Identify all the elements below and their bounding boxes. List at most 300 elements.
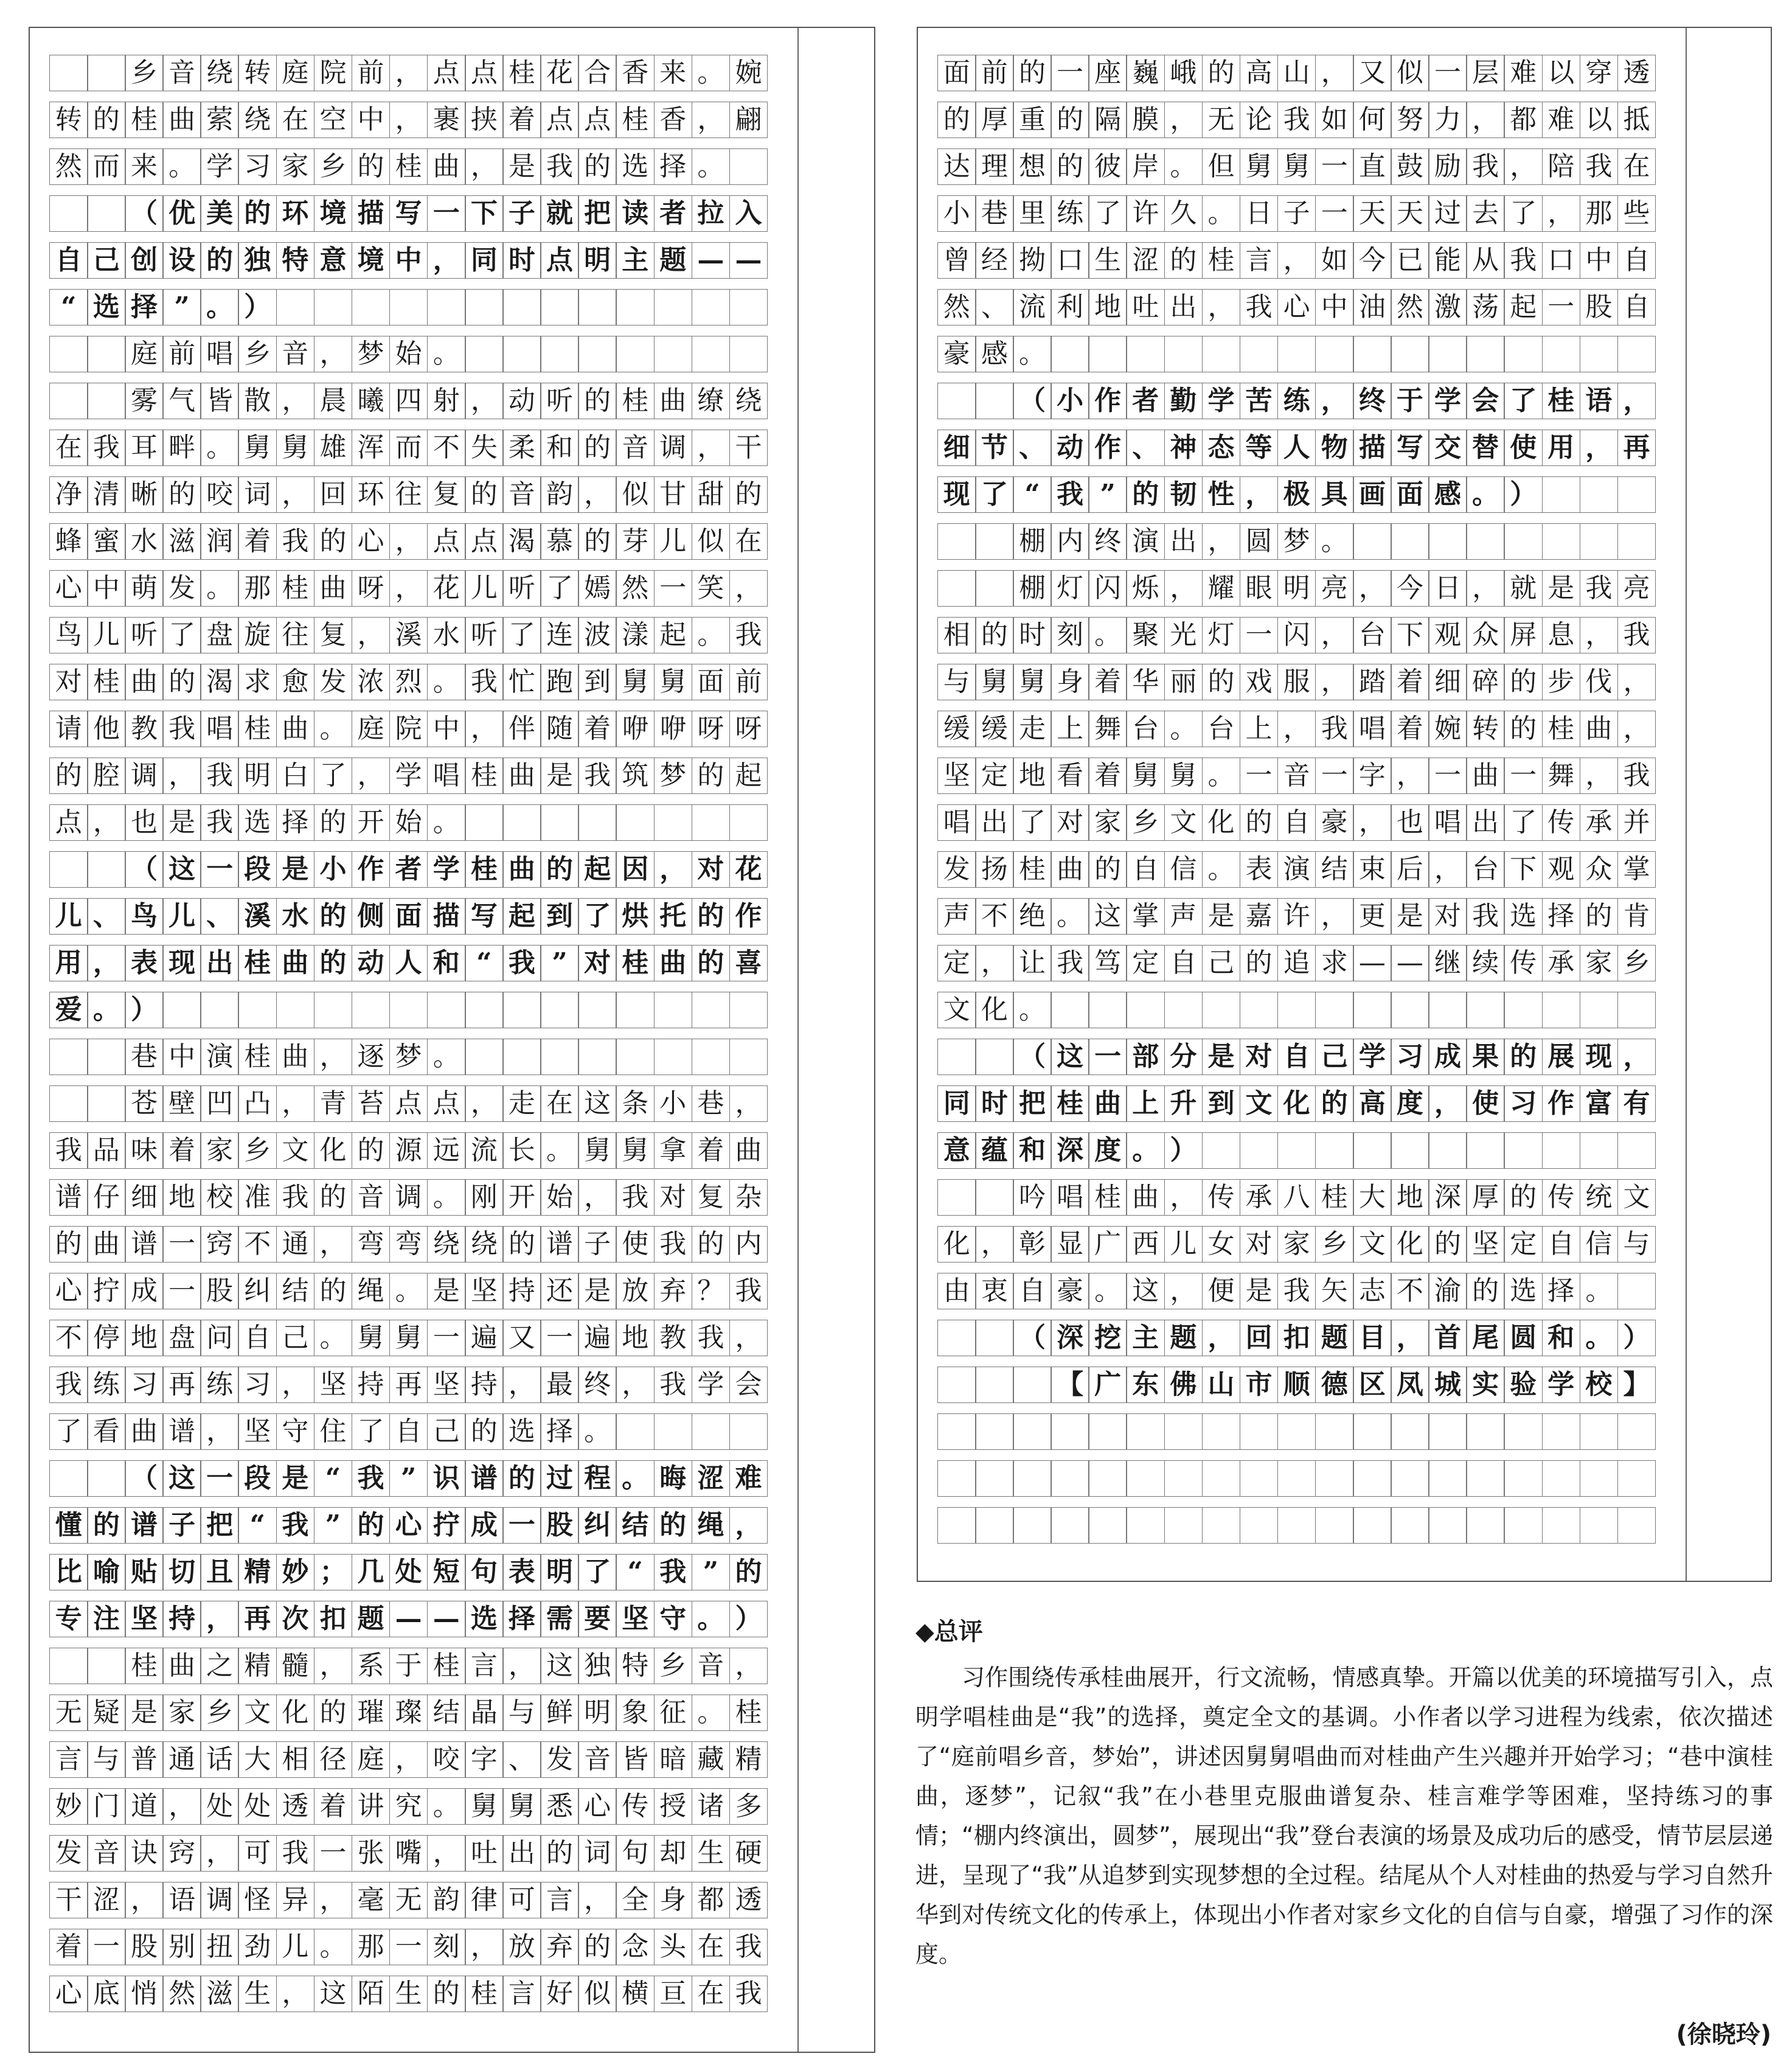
grid-cell: 动 [1051, 430, 1089, 466]
grid-cell: 出 [1466, 804, 1505, 841]
grid-cell: 起 [502, 898, 541, 935]
grid-cell: 深 [1051, 1132, 1089, 1169]
grid-cell: 一 [1504, 758, 1543, 794]
grid-cell: 的 [314, 523, 353, 560]
grid-cell: 中 [1315, 289, 1354, 326]
grid-row [49, 1226, 768, 1263]
grid-cell: — [1353, 945, 1392, 981]
grid-cell: 鸟 [49, 617, 88, 653]
grid-cell: 笑 [692, 570, 731, 607]
grid-cell: 终 [578, 1367, 617, 1403]
grid-cell: 的 [314, 1273, 353, 1309]
grid-cell: 横 [616, 1976, 655, 2012]
grid-cell: 的 [578, 148, 617, 185]
grid-cell: 择 [654, 148, 693, 185]
grid-cell: ” [314, 1507, 353, 1544]
grid-cell: 同 [937, 1085, 976, 1122]
grid-cell: 我 [276, 523, 315, 560]
grid-cell [729, 1413, 768, 1450]
grid-cell: 演 [1126, 523, 1165, 560]
grid-cell: 妙 [276, 1554, 315, 1590]
grid-cell [1202, 1460, 1241, 1497]
grid-cell: 在 [692, 1929, 731, 1965]
grid-cell: ） [125, 992, 164, 1028]
grid-cell: 理 [975, 148, 1014, 185]
grid-cell: 话 [200, 1741, 239, 1778]
grid-cell: 舞 [1088, 711, 1127, 747]
grid-cell: 。 [1580, 1320, 1619, 1356]
grid-cell: 时 [1013, 617, 1052, 653]
grid-cell: 大 [238, 1741, 277, 1778]
grid-cell: 起 [1504, 289, 1543, 326]
grid-cell: 一 [1542, 289, 1581, 326]
grid-row [49, 1788, 768, 1825]
grid-cell: 的 [692, 898, 731, 935]
grid-cell [87, 851, 126, 888]
grid-cell: 挟 [465, 102, 504, 138]
grid-cell: 矢 [1315, 1273, 1354, 1309]
grid-cell: 掌 [1126, 898, 1165, 935]
grid-cell: 桂 [465, 851, 504, 888]
grid-cell: ” [692, 1554, 731, 1590]
grid-cell: 。 [692, 148, 731, 185]
grid-cell: 会 [1466, 383, 1505, 419]
grid-row [937, 383, 1656, 419]
grid-cell: 发 [162, 570, 201, 607]
grid-cell [975, 1179, 1014, 1216]
grid-cell: 有 [1617, 1085, 1656, 1122]
grid-cell: 等 [1240, 430, 1279, 466]
grid-cell [1088, 992, 1127, 1028]
grid-cell: 纠 [238, 1273, 277, 1309]
grid-cell: 悄 [125, 1976, 164, 2012]
grid-cell: 曲 [1126, 1179, 1165, 1216]
grid-cell: 与 [937, 664, 976, 700]
grid-cell: 志 [1353, 1273, 1392, 1309]
grid-cell: 的 [1504, 1039, 1543, 1075]
grid-cell: （ [1013, 1039, 1052, 1075]
grid-cell: 往 [389, 476, 428, 513]
grid-cell [1240, 1507, 1279, 1544]
grid-cell: 乡 [238, 336, 277, 372]
grid-cell: 词 [578, 1835, 617, 1872]
grid-cell: 的 [49, 1226, 88, 1263]
grid-cell: 难 [1542, 102, 1581, 138]
grid-row [49, 617, 768, 653]
grid-cell [1466, 1460, 1505, 1497]
grid-cell: 我 [729, 1976, 768, 2012]
grid-cell: 花 [427, 570, 466, 607]
grid-cell: 藏 [692, 1741, 731, 1778]
grid-cell: 裹 [427, 102, 466, 138]
left-writing-grid [49, 55, 768, 2022]
grid-cell [1466, 1507, 1505, 1544]
grid-cell: 上 [1240, 711, 1279, 747]
grid-cell [465, 289, 504, 326]
grid-cell [937, 1367, 976, 1403]
grid-cell: 开 [502, 1179, 541, 1216]
grid-cell: 璨 [389, 1695, 428, 1731]
grid-row [49, 1648, 768, 1684]
grid-cell: ， [314, 1882, 353, 1918]
grid-cell: 再 [162, 1367, 201, 1403]
grid-cell: 涩 [692, 1460, 731, 1497]
grid-cell: — [692, 242, 731, 279]
grid-cell: 桂 [729, 1695, 768, 1731]
grid-row [49, 1976, 768, 2012]
grid-cell: 气 [162, 383, 201, 419]
grid-cell: 曲 [276, 711, 315, 747]
grid-cell: 散 [238, 383, 277, 419]
grid-row [937, 1132, 1656, 1169]
grid-cell: 。 [87, 992, 126, 1028]
grid-cell: 这 [540, 1648, 579, 1684]
grid-cell: 是 [502, 148, 541, 185]
grid-cell: 达 [937, 148, 976, 185]
grid-cell: 我 [1051, 945, 1089, 981]
grid-cell: 不 [238, 1226, 277, 1263]
grid-cell: 庭 [352, 711, 391, 747]
grid-cell: 桂 [427, 1648, 466, 1684]
grid-cell: 舅 [352, 1320, 391, 1356]
grid-cell: ， [389, 523, 428, 560]
grid-cell: 都 [692, 1882, 731, 1918]
grid-cell: ， [1580, 758, 1619, 794]
grid-cell: ， [465, 148, 504, 185]
grid-cell: 吟 [1013, 1179, 1052, 1216]
grid-cell [729, 992, 768, 1028]
grid-cell: 是 [125, 1695, 164, 1731]
grid-cell: ， [1202, 289, 1241, 326]
grid-cell [616, 992, 655, 1028]
grid-cell: 回 [1240, 1320, 1279, 1356]
grid-cell: 绝 [1013, 898, 1052, 935]
grid-cell: 选 [502, 1413, 541, 1450]
grid-cell: 征 [654, 1695, 693, 1731]
grid-cell: 舅 [654, 664, 693, 700]
grid-cell: 桂 [1542, 711, 1581, 747]
grid-cell: ， [502, 1648, 541, 1684]
grid-cell: 何 [1353, 102, 1392, 138]
grid-cell: 儿 [465, 570, 504, 607]
grid-cell: 起 [654, 617, 693, 653]
grid-cell: 转 [49, 102, 88, 138]
grid-cell: 出 [1164, 523, 1203, 560]
grid-cell: 识 [427, 1460, 466, 1497]
grid-cell [616, 1413, 655, 1450]
grid-cell: 的 [540, 1835, 579, 1872]
grid-cell: 浓 [352, 664, 391, 700]
grid-cell: 音 [352, 1179, 391, 1216]
grid-cell: 仔 [87, 1179, 126, 1216]
grid-cell: 我 [1277, 102, 1316, 138]
grid-cell [975, 1039, 1014, 1075]
grid-cell: 丽 [1164, 664, 1203, 700]
grid-cell: 校 [200, 1179, 239, 1216]
grid-cell: 极 [1277, 476, 1316, 513]
grid-cell [1504, 1132, 1543, 1169]
grid-cell: 激 [1428, 289, 1467, 326]
grid-cell: 桂 [1315, 1179, 1354, 1216]
grid-cell: 股 [540, 1507, 579, 1544]
grid-cell: 但 [1202, 148, 1241, 185]
grid-cell: 复 [692, 1179, 731, 1216]
grid-cell: 的 [200, 242, 239, 279]
grid-cell: 言 [49, 1741, 88, 1778]
grid-cell [1428, 992, 1467, 1028]
grid-cell [1051, 1460, 1089, 1497]
grid-cell: 圆 [1504, 1320, 1543, 1356]
grid-cell: 看 [1051, 758, 1089, 794]
grid-cell: 明 [540, 1554, 579, 1590]
grid-cell: ， [1315, 617, 1354, 653]
grid-cell: 家 [1580, 945, 1619, 981]
grid-cell: 乡 [238, 1132, 277, 1169]
grid-cell: 走 [502, 1085, 541, 1122]
grid-cell: 把 [578, 195, 617, 232]
grid-cell: 。 [1051, 898, 1089, 935]
grid-cell: 。 [1013, 336, 1052, 372]
grid-cell: 点 [389, 1085, 428, 1122]
grid-cell [1580, 476, 1619, 513]
grid-cell: 缓 [937, 711, 976, 747]
grid-cell: 环 [352, 476, 391, 513]
grid-cell: 盘 [162, 1320, 201, 1356]
grid-cell: 射 [427, 383, 466, 419]
grid-cell [616, 1039, 655, 1075]
grid-cell: 小 [654, 1085, 693, 1122]
grid-cell: 韵 [540, 476, 579, 513]
grid-cell: 在 [49, 430, 88, 466]
grid-cell: 天 [1391, 195, 1429, 232]
grid-cell: ， [1617, 711, 1656, 747]
grid-cell: 门 [87, 1788, 126, 1825]
grid-cell: 细 [937, 430, 976, 466]
grid-cell: ， [1315, 664, 1354, 700]
grid-cell: 比 [49, 1554, 88, 1590]
grid-cell [314, 992, 353, 1028]
grid-cell: ， [502, 1367, 541, 1403]
grid-cell: 我 [1466, 898, 1505, 935]
grid-cell: 自 [238, 1320, 277, 1356]
grid-cell [1315, 992, 1354, 1028]
grid-cell: 曲 [1088, 1085, 1127, 1122]
grid-cell [200, 992, 239, 1028]
grid-cell: 庭 [352, 1741, 391, 1778]
grid-cell: 舅 [502, 1788, 541, 1825]
grid-cell: 守 [276, 1413, 315, 1450]
grid-cell: 蕴 [975, 1132, 1014, 1169]
grid-cell: 地 [1391, 1179, 1429, 1216]
grid-cell [1353, 1132, 1392, 1169]
grid-cell: 言 [465, 1648, 504, 1684]
grid-cell: 香 [616, 55, 655, 91]
grid-cell [1617, 1273, 1656, 1309]
grid-cell: 终 [1353, 383, 1392, 419]
grid-cell: 舅 [1126, 758, 1165, 794]
grid-cell: 儿 [1164, 1226, 1203, 1263]
grid-cell: 传 [1504, 945, 1543, 981]
grid-cell: 乡 [1126, 804, 1165, 841]
grid-cell: 交 [1428, 430, 1467, 466]
grid-cell: 坚 [238, 1413, 277, 1450]
grid-cell: 筑 [616, 758, 655, 794]
grid-cell: 我 [729, 1929, 768, 1965]
grid-cell: 的 [1504, 1179, 1543, 1216]
grid-cell: 都 [1504, 102, 1543, 138]
grid-cell: 的 [1428, 1226, 1467, 1263]
grid-row [49, 383, 768, 419]
grid-cell: ， [465, 711, 504, 747]
grid-cell: 似 [692, 523, 731, 560]
grid-cell: 晰 [125, 476, 164, 513]
grid-cell: ， [276, 1085, 315, 1122]
grid-cell: 明 [578, 242, 617, 279]
grid-row [937, 1085, 1656, 1122]
grid-cell: 生 [1088, 242, 1127, 279]
grid-cell: 许 [1126, 195, 1165, 232]
grid-cell: 就 [1504, 570, 1543, 607]
grid-cell: 果 [1466, 1039, 1505, 1075]
grid-cell: 写 [465, 898, 504, 935]
grid-cell [1277, 1132, 1316, 1169]
grid-cell: 妙 [49, 1788, 88, 1825]
grid-cell: 下 [1391, 617, 1429, 653]
grid-cell: 的 [1164, 242, 1203, 279]
grid-cell: “ [238, 1507, 277, 1544]
grid-cell: 切 [162, 1554, 201, 1590]
grid-cell [1202, 336, 1241, 372]
grid-cell: 彰 [1013, 1226, 1052, 1263]
grid-cell [87, 1648, 126, 1684]
grid-cell [1164, 1507, 1203, 1544]
grid-row [49, 1835, 768, 1872]
grid-cell: 境 [314, 195, 353, 232]
grid-cell: 子 [1277, 195, 1316, 232]
grid-cell: 白 [276, 758, 315, 794]
grid-cell [1164, 992, 1203, 1028]
grid-cell [1542, 476, 1581, 513]
grid-cell: 了 [578, 898, 617, 935]
grid-cell: ， [1164, 1273, 1203, 1309]
grid-cell: 儿 [162, 898, 201, 935]
grid-cell: ， [1164, 1179, 1203, 1216]
grid-cell [49, 1039, 88, 1075]
grid-cell: 的 [692, 758, 731, 794]
grid-cell [1277, 1413, 1316, 1450]
grid-cell: 。 [578, 1413, 617, 1450]
grid-cell: “ [616, 1554, 655, 1590]
grid-cell: 语 [1580, 383, 1619, 419]
grid-cell [1617, 992, 1656, 1028]
grid-cell [1240, 336, 1279, 372]
grid-cell: 选 [238, 804, 277, 841]
grid-cell: 听 [125, 617, 164, 653]
grid-cell [937, 1179, 976, 1216]
grid-cell: 豪 [1315, 804, 1354, 841]
grid-cell: 出 [200, 945, 239, 981]
grid-cell: 传 [616, 1788, 655, 1825]
grid-cell: — [729, 242, 768, 279]
grid-cell: 目 [1353, 1320, 1392, 1356]
grid-cell [1504, 1460, 1543, 1497]
grid-cell: 别 [162, 1929, 201, 1965]
grid-cell: 内 [729, 1226, 768, 1263]
grid-row [49, 1413, 768, 1450]
grid-cell: 段 [238, 1460, 277, 1497]
grid-cell: 自 [1013, 1273, 1052, 1309]
grid-cell: ， [352, 758, 391, 794]
grid-cell: 停 [87, 1320, 126, 1356]
grid-cell: 。 [1466, 476, 1505, 513]
grid-cell: 要 [578, 1601, 617, 1637]
grid-cell [1126, 992, 1165, 1028]
grid-cell: 亘 [654, 1976, 693, 2012]
grid-cell [1164, 1413, 1203, 1450]
grid-cell: ， [200, 1835, 239, 1872]
grid-cell: 透 [1617, 55, 1656, 91]
grid-cell: ， [1391, 1320, 1429, 1356]
grid-cell: 息 [1542, 617, 1581, 653]
grid-cell [465, 1039, 504, 1075]
grid-cell: 圆 [1240, 523, 1279, 560]
grid-cell: 复 [427, 476, 466, 513]
grid-cell: 我 [654, 1226, 693, 1263]
grid-cell: 在 [692, 1976, 731, 2012]
grid-cell: 始 [389, 804, 428, 841]
grid-cell: 耳 [125, 430, 164, 466]
grid-cell [1240, 1132, 1279, 1169]
grid-cell: 源 [389, 1132, 428, 1169]
grid-row [937, 1226, 1656, 1263]
grid-cell: 学 [692, 1367, 731, 1403]
grid-cell [692, 336, 731, 372]
grid-cell [1617, 523, 1656, 560]
grid-cell: 显 [1051, 1226, 1089, 1263]
grid-row [49, 523, 768, 560]
grid-cell: 放 [616, 1273, 655, 1309]
grid-cell: 追 [1277, 945, 1316, 981]
grid-cell: 舅 [276, 430, 315, 466]
grid-cell: 笃 [1088, 945, 1127, 981]
grid-cell: 着 [162, 1132, 201, 1169]
grid-cell: 化 [975, 992, 1014, 1028]
grid-row [937, 1320, 1656, 1356]
grid-cell: 谱 [49, 1179, 88, 1216]
grid-cell: 我 [1580, 148, 1619, 185]
grid-cell: 豪 [937, 336, 976, 372]
grid-cell [1466, 523, 1505, 560]
grid-cell: 让 [1013, 945, 1052, 981]
grid-cell: 一 [200, 851, 239, 888]
grid-row [937, 1413, 1656, 1450]
grid-cell: 劲 [238, 1929, 277, 1965]
grid-cell: 甘 [654, 476, 693, 513]
grid-cell: 富 [1580, 1085, 1619, 1122]
grid-cell: 前 [975, 55, 1014, 91]
grid-cell [1428, 1132, 1467, 1169]
grid-cell: 学 [1542, 1367, 1581, 1403]
grid-cell: 对 [1051, 804, 1089, 841]
grid-cell: 桂 [1542, 383, 1581, 419]
grid-cell: ， [87, 945, 126, 981]
left-margin-line [797, 28, 799, 2052]
grid-cell: 我 [502, 945, 541, 981]
grid-cell [1580, 1132, 1619, 1169]
grid-cell: 高 [1240, 55, 1279, 91]
grid-cell: ， [389, 102, 428, 138]
grid-cell: 凤 [1391, 1367, 1429, 1403]
